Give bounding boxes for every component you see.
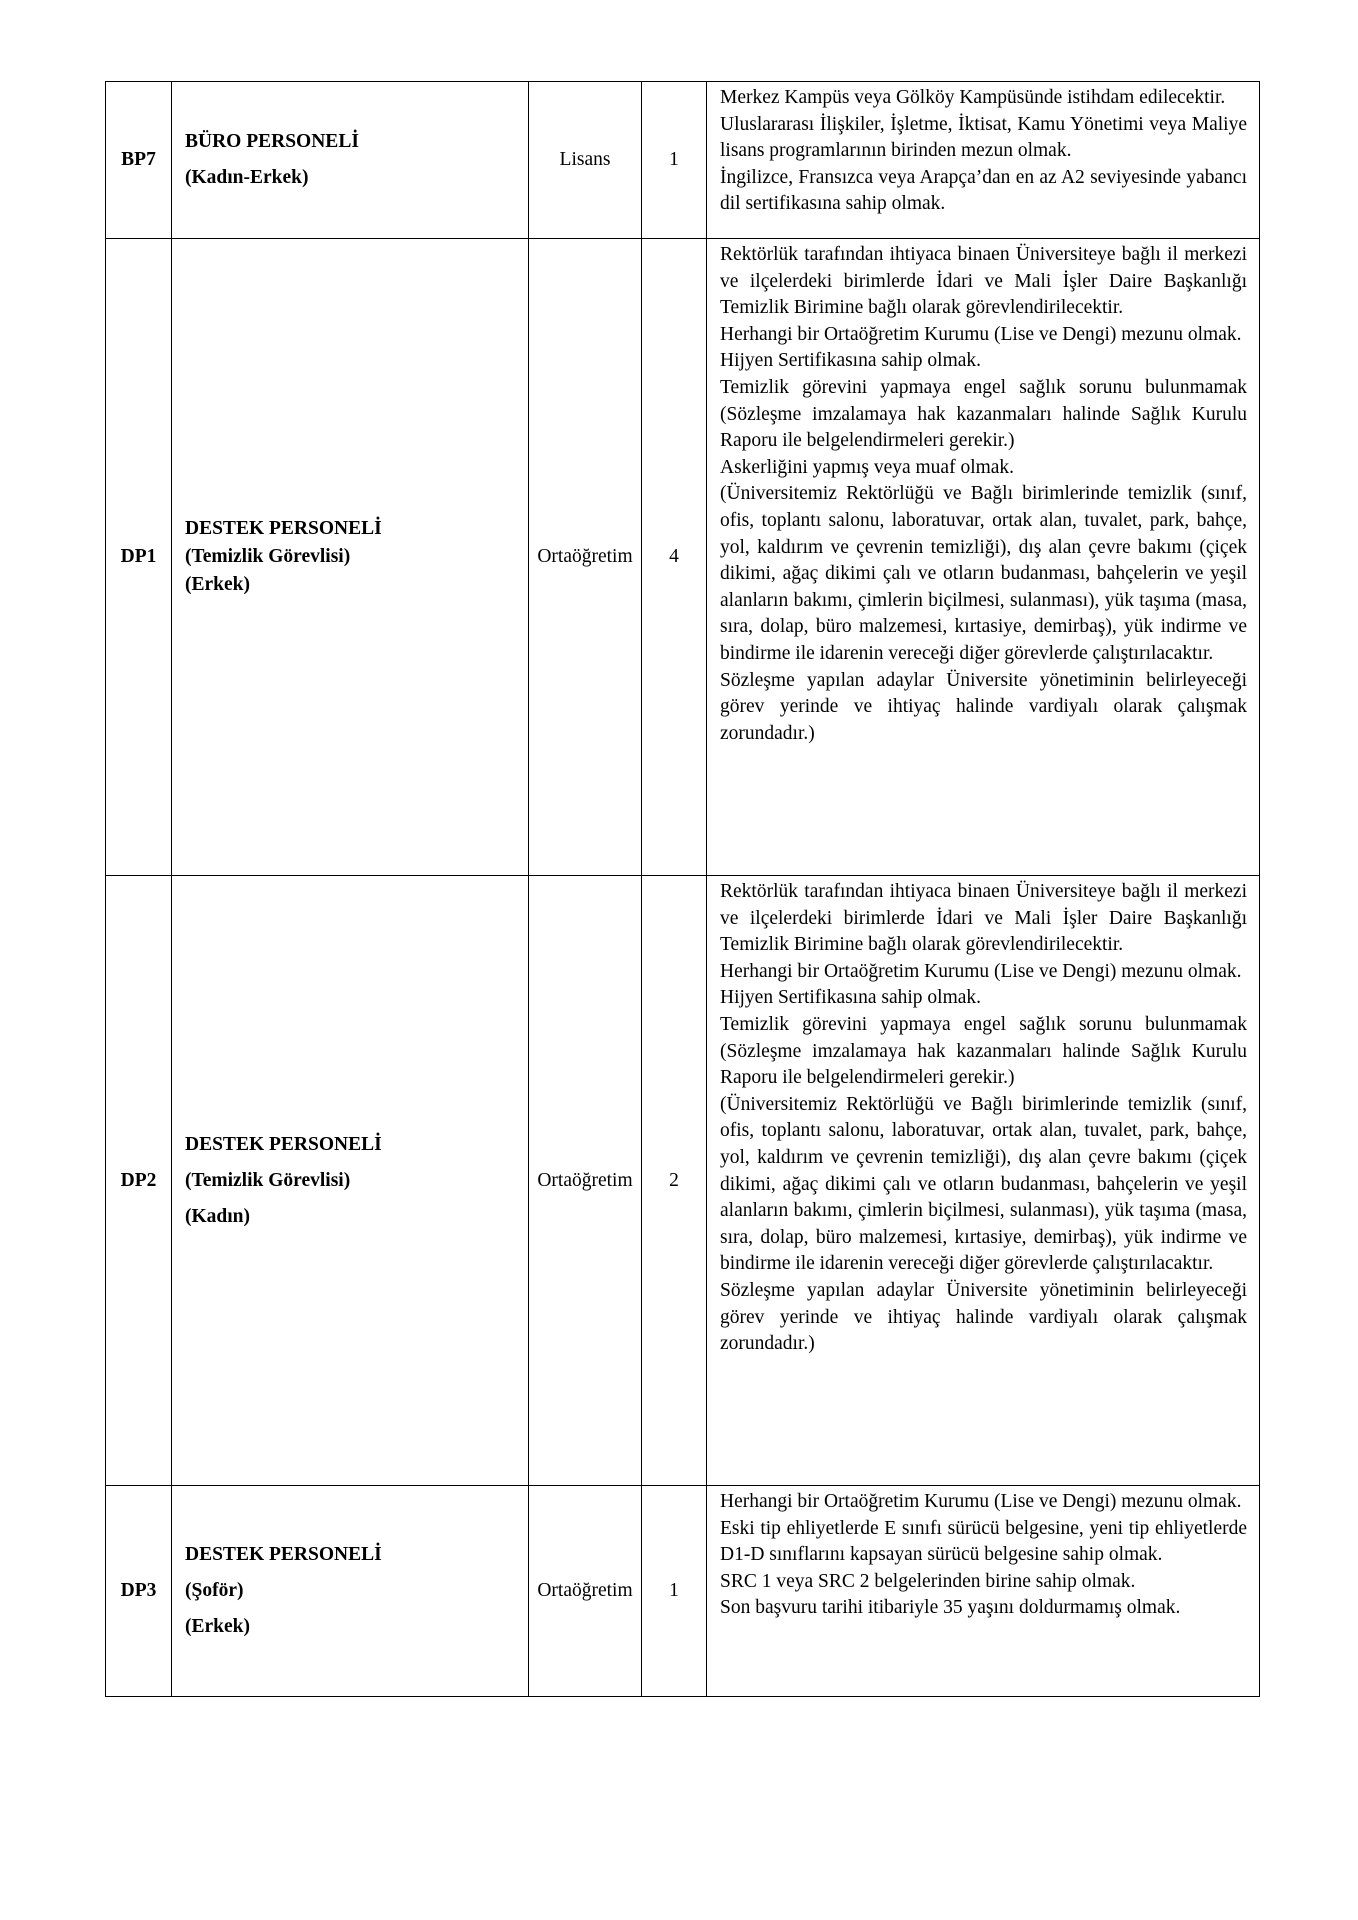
position-code: DP3 (106, 1486, 172, 1697)
title-line: (Şoför) (185, 1580, 244, 1601)
title-line: DESTEK PERSONELİ (185, 1544, 382, 1565)
requirement: Hijyen Sertifikasına sahip olmak. (720, 987, 982, 1009)
requirement: Temizlik görevini yapmaya engel sağlık sorunu bulunmamak (Sözleşme imzalamaya hak kazanmaları halinde Sağlık Kurulu Raporu ile belgelendirmeleri gerekir.) (720, 376, 1247, 452)
title-line: (Erkek) (185, 1616, 250, 1637)
requirement: (Üniversitemiz Rektörlüğü ve Bağlı birimlerinde temizlik (sınıf, ofis, toplantı salonu, laboratuvar, ortak alan, tuvalet, park, bahçe, yol, kaldırım ve çevrenin temizliği), dış alan çevre bakımı (çiçek dikimi, ağaç dikimi çalı ve otların budanması, bahçelerin ve yeşil alanların bakımı, çimlerin biçilmesi, sulanması), yük taşıma (masa, sıra, dolap, büro malzemesi, kırtasiye, demirbaş), yük indirme ve bindirme ile idarenin vereceği diğer görevlerde çalıştırılacaktır. (720, 1093, 1247, 1275)
title-line: (Temizlik Görevlisi) (185, 546, 351, 567)
table-row-bp7 (106, 82, 1260, 239)
title-line: (Kadın) (185, 1205, 251, 1227)
requirement: Temizlik görevini yapmaya engel sağlık sorunu bulunmamak (Sözleşme imzalamaya hak kazanmaları halinde Sağlık Kurulu Raporu ile belgelendirmeleri gerekir.) (720, 1013, 1247, 1089)
requirement: Askerliğini yapmış veya muaf olmak. (720, 456, 1015, 478)
requirement: İngilizce, Fransızca veya Arapça’dan en az A2 seviyesinde yabancı dil sertifikasına sahip olmak. (720, 166, 1247, 215)
requirement: Sözleşme yapılan adaylar Üniversite yönetiminin belirleyeceği görev yerinde ve ihtiyaç halinde vardiyalı olarak çalışmak zorundadır.) (720, 1279, 1247, 1355)
position-count: 1 (642, 82, 707, 239)
title-line: (Kadın-Erkek) (185, 167, 309, 188)
table-row-dp1 (106, 239, 1260, 876)
education-level: Ortaöğretim (529, 876, 642, 1486)
title-line: (Erkek) (185, 574, 250, 595)
requirement: Rektörlük tarafından ihtiyaca binaen Üniversiteye bağlı il merkezi ve ilçelerdeki birimlerde İdari ve Mali İşler Daire Başkanlığı Temizlik Birimine bağlı olarak görevlendirilecektir. (720, 881, 1247, 956)
education-level: Ortaöğretim (529, 1486, 642, 1697)
position-requirements (707, 82, 1260, 239)
requirement: Eski tip ehliyetlerde E sınıfı sürücü belgesine, yeni tip ehliyetlerde D1-D sınıflarını kapsayan sürücü belgesine sahip olmak. (720, 1517, 1247, 1566)
position-title (172, 876, 529, 1486)
requirement: Uluslararası İlişkiler, İşletme, İktisat, Kamu Yönetimi veya Maliye lisans programlarının birinden mezun olmak. (720, 113, 1247, 162)
positions-table (105, 81, 1260, 1697)
requirement: SRC 1 veya SRC 2 belgelerinden birine sahip olmak. (720, 1570, 1136, 1592)
requirement: Rektörlük tarafından ihtiyaca binaen Üniversiteye bağlı il merkezi ve ilçelerdeki birimlerde İdari ve Mali İşler Daire Başkanlığı Temizlik Birimine bağlı olarak görevlendirilecektir. (720, 244, 1247, 319)
title-line: DESTEK PERSONELİ (185, 518, 382, 539)
position-requirements (707, 239, 1260, 876)
position-requirements (707, 876, 1260, 1486)
requirement: Sözleşme yapılan adaylar Üniversite yönetiminin belirleyeceği görev yerinde ve ihtiyaç halinde vardiyalı olarak çalışmak zorundadır.) (720, 669, 1247, 744)
education-level: Lisans (529, 82, 642, 239)
requirement: Herhangi bir Ortaöğretim Kurumu (Lise ve Dengi) mezunu olmak. (720, 323, 1242, 345)
requirement: (Üniversitemiz Rektörlüğü ve Bağlı birimlerinde temizlik (sınıf, ofis, toplantı salonu, laboratuvar, ortak alan, tuvalet, park, bahçe, yol, kaldırım ve çevrenin temizliği), dış alan çevre bakımı (çiçek dikimi, ağaç dikimi çalı ve otların budanması, bahçelerin ve yeşil alanların bakımı, çimlerin biçilmesi, sulanması), yük taşıma (masa, sıra, dolap, büro malzemesi, kırtasiye, demirbaş), yük indirme ve bindirme ile idarenin vereceği diğer görevlerde çalıştırılacaktır. (720, 483, 1247, 664)
position-code: DP2 (106, 876, 172, 1486)
requirement: Hijyen Sertifikasına sahip olmak. (720, 350, 982, 372)
title-line: BÜRO PERSONELİ (185, 131, 359, 152)
education-level: Ortaöğretim (529, 239, 642, 876)
requirement: Herhangi bir Ortaöğretim Kurumu (Lise ve Dengi) mezunu olmak. (720, 960, 1242, 982)
position-title (172, 82, 529, 239)
position-title (172, 1486, 529, 1697)
position-count: 1 (642, 1486, 707, 1697)
position-count: 2 (642, 876, 707, 1486)
title-line: (Temizlik Görevlisi) (185, 1169, 351, 1191)
title-line: DESTEK PERSONELİ (185, 1133, 382, 1155)
table-row-dp2 (106, 876, 1260, 1486)
position-code: BP7 (106, 82, 172, 239)
requirement: Merkez Kampüs veya Gölköy Kampüsünde istihdam edilecektir. (720, 87, 1226, 108)
position-title (172, 239, 529, 876)
position-code: DP1 (106, 239, 172, 876)
requirement: Herhangi bir Ortaöğretim Kurumu (Lise ve Dengi) mezunu olmak. (720, 1491, 1242, 1512)
position-count: 4 (642, 239, 707, 876)
position-requirements (707, 1486, 1260, 1697)
requirement: Son başvuru tarihi itibariyle 35 yaşını doldurmamış olmak. (720, 1597, 1181, 1619)
table-row-dp3 (106, 1486, 1260, 1697)
